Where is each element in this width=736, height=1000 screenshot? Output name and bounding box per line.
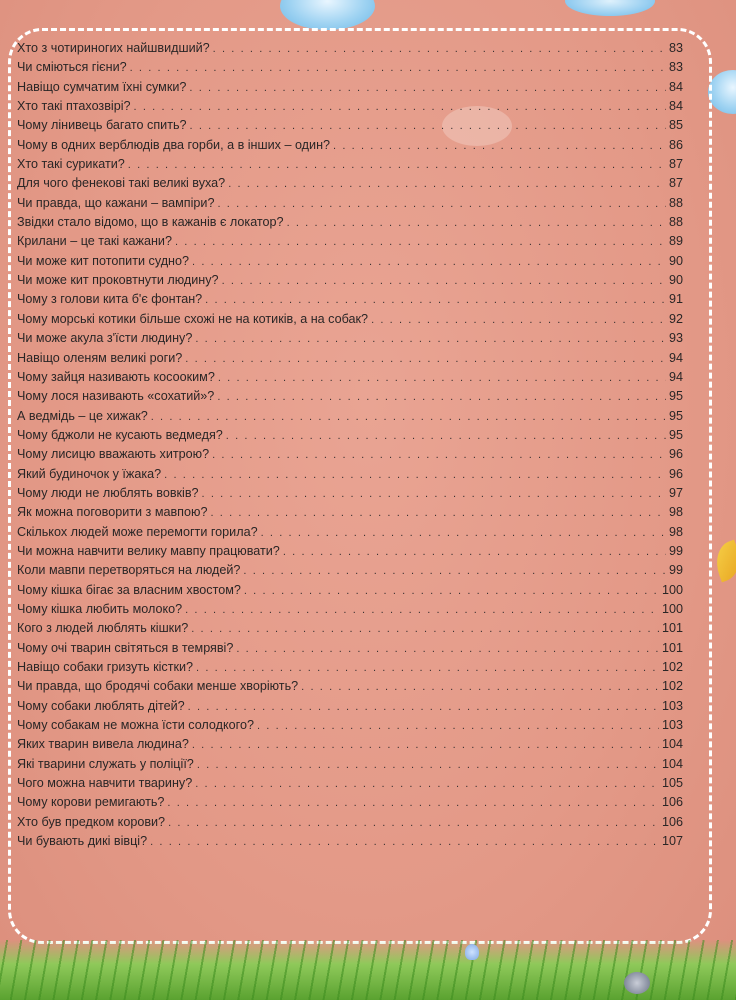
toc-question: Чи правда, що бродячі собаки менше хворіють? [17, 679, 299, 694]
toc-entry[interactable] [17, 290, 683, 309]
toc-page-number: 94 [668, 369, 683, 384]
toc-page-number: 84 [668, 79, 683, 94]
toc-entry[interactable] [17, 329, 683, 348]
toc-page-number: 103 [661, 718, 683, 733]
toc-leader-dots [371, 311, 666, 330]
toc-page-number: 99 [668, 543, 683, 558]
toc-page-number: 93 [668, 331, 683, 346]
toc-leader-dots [217, 195, 666, 214]
toc-page-number: 102 [661, 679, 683, 694]
toc-question: Звідки стало відомо, що в кажанів є локатор? [17, 215, 284, 230]
toc-entry[interactable] [17, 194, 683, 213]
toc-page-number: 95 [668, 408, 683, 423]
toc-leader-dots [185, 350, 666, 369]
toc-question: Чи може кит потопити судно? [17, 253, 190, 268]
toc-entry[interactable] [17, 213, 683, 232]
toc-entry[interactable] [17, 407, 683, 426]
toc-question: Чи сміються гієни? [17, 60, 127, 75]
toc-page-number: 95 [668, 389, 683, 404]
toc-entry[interactable] [17, 116, 683, 135]
toc-leader-dots [226, 427, 666, 446]
toc-leader-dots [333, 137, 666, 156]
toc-question: Які тварини служать у поліції? [17, 756, 194, 771]
toc-question: Чому бджоли не кусають ведмедя? [17, 427, 223, 442]
toc-entry[interactable] [17, 155, 683, 174]
toc-leader-dots [202, 485, 666, 504]
toc-question: А ведмідь – це хижак? [17, 408, 148, 423]
bug-decoration [624, 972, 650, 994]
toc-page-number: 87 [668, 157, 683, 172]
toc-question: Чи можна навчити велику мавпу працювати? [17, 543, 280, 558]
toc-page-number: 90 [668, 273, 683, 288]
toc-question: Чому зайця називають косооким? [17, 369, 215, 384]
toc-entry[interactable] [17, 271, 683, 290]
toc-entry[interactable] [17, 793, 683, 812]
toc-leader-dots [188, 698, 659, 717]
toc-entry[interactable] [17, 813, 683, 832]
toc-entry[interactable] [17, 561, 683, 580]
toc-question: Чому люди не люблять вовків? [17, 485, 199, 500]
toc-question: Хто такі сурикати? [17, 157, 125, 172]
toc-entry[interactable] [17, 735, 683, 754]
toc-leader-dots [196, 659, 659, 678]
toc-question: Чому кішка бігає за власним хвостом? [17, 582, 241, 597]
toc-page-number: 104 [661, 756, 683, 771]
toc-leader-dots [261, 524, 666, 543]
toc-entry[interactable] [17, 174, 683, 193]
toc-page-number: 103 [661, 698, 683, 713]
toc-entry[interactable] [17, 716, 683, 735]
toc-question: Чому лисицю вважають хитрою? [17, 447, 210, 462]
toc-leader-dots [228, 175, 666, 194]
toc-entry[interactable] [17, 697, 683, 716]
toc-leader-dots [213, 40, 666, 59]
toc-entry[interactable] [17, 600, 683, 619]
toc-question: Крилани – це такі кажани? [17, 234, 172, 249]
toc-page-number: 102 [661, 660, 683, 674]
table-of-contents [17, 39, 683, 851]
toc-leader-dots [210, 504, 666, 523]
toc-question: Хто з чотириногих найшвидший? [17, 41, 210, 55]
toc-question: Навіщо оленям великі роги? [17, 350, 183, 365]
toc-question: Чому корови ремигають? [17, 795, 165, 810]
toc-entry[interactable] [17, 232, 683, 251]
toc-leader-dots [168, 814, 659, 833]
toc-entry[interactable] [17, 523, 683, 542]
toc-question: Хто був предком корови? [17, 814, 166, 829]
toc-question: Чи правда, що кажани – вампіри? [17, 195, 215, 210]
toc-entry[interactable] [17, 542, 683, 561]
toc-leader-dots [191, 620, 659, 639]
toc-entry[interactable] [17, 58, 683, 77]
toc-question: Для чого фенекові такі великі вуха? [17, 176, 226, 191]
toc-question: Чому лося називають «сохатий»? [17, 389, 215, 404]
toc-question: Навіщо сумчатим їхні сумки? [17, 79, 187, 94]
toc-entry[interactable] [17, 581, 683, 600]
toc-page-number: 98 [668, 505, 683, 520]
toc-page-number: 101 [661, 640, 683, 655]
toc-page-number: 89 [668, 234, 683, 249]
toc-page-number: 105 [661, 776, 683, 791]
toc-question: Навіщо собаки гризуть кістки? [17, 660, 194, 674]
toc-entry[interactable] [17, 97, 683, 116]
toc-page-number: 85 [668, 118, 683, 133]
toc-entry[interactable] [17, 387, 683, 406]
toc-entry[interactable] [17, 619, 683, 638]
toc-page-number: 87 [668, 176, 683, 191]
toc-page-number: 83 [668, 41, 683, 55]
toc-entry[interactable] [17, 426, 683, 445]
toc-page-number: 83 [668, 60, 683, 75]
toc-page-number: 88 [668, 195, 683, 210]
toc-entry[interactable] [17, 310, 683, 329]
toc-page-number: 106 [661, 814, 683, 829]
toc-page-number: 106 [661, 795, 683, 810]
toc-page-number: 107 [661, 834, 683, 849]
toc-entry[interactable] [17, 252, 683, 271]
toc-page-number: 99 [668, 563, 683, 578]
toc-question: Чи бувають дикі вівці? [17, 834, 148, 849]
toc-leader-dots [195, 330, 666, 349]
toc-leader-dots [192, 253, 666, 272]
toc-entry[interactable] [17, 658, 683, 677]
toc-leader-dots [301, 678, 659, 697]
toc-entry[interactable] [17, 445, 683, 464]
toc-entry[interactable] [17, 368, 683, 387]
toc-page-number: 92 [668, 311, 683, 326]
toc-question: Який будиночок у їжака? [17, 466, 162, 481]
toc-leader-dots [189, 79, 666, 98]
toc-question: Хто такі птахозвірі? [17, 99, 131, 114]
toc-page-number: 88 [668, 215, 683, 230]
toc-leader-dots [217, 388, 666, 407]
toc-entry[interactable] [17, 774, 683, 793]
toc-question: Чому з голови кита б'є фонтан? [17, 292, 203, 307]
toc-page-number: 90 [668, 253, 683, 268]
toc-entry[interactable] [17, 677, 683, 696]
toc-leader-dots [283, 543, 666, 562]
grass-decoration [0, 940, 736, 1000]
toc-leader-dots [236, 640, 659, 659]
toc-question: Яких тварин вивела людина? [17, 737, 189, 752]
toc-leader-dots [212, 446, 666, 465]
toc-page-number: 95 [668, 427, 683, 442]
toc-entry[interactable] [17, 39, 683, 58]
toc-question: Чи може акула з'їсти людину? [17, 331, 193, 346]
toc-question: Чому собакам не можна їсти солодкого? [17, 718, 254, 733]
toc-leader-dots [205, 291, 666, 310]
toc-leader-dots [222, 272, 666, 291]
toc-entry[interactable] [17, 755, 683, 774]
toc-leader-dots [195, 775, 659, 794]
toc-leader-dots [287, 214, 666, 233]
toc-leader-dots [175, 233, 666, 252]
toc-question: Коли мавпи перетворяться на людей? [17, 563, 241, 578]
toc-leader-dots [190, 117, 666, 136]
toc-question: Чому в одних верблюдів два горби, а в інших – один? [17, 137, 331, 152]
toc-question: Кого з людей люблять кішки? [17, 621, 189, 636]
toc-leader-dots [218, 369, 666, 388]
toc-page-number: 100 [661, 601, 683, 616]
toc-entry[interactable] [17, 832, 683, 851]
toc-question: Чому морські котики більше схожі не на котиків, а на собак? [17, 311, 369, 326]
toc-page-number: 98 [668, 524, 683, 539]
toc-page-number: 100 [661, 582, 683, 597]
toc-leader-dots [197, 756, 659, 775]
toc-question: Чому очі тварин світяться в темряві? [17, 640, 234, 655]
toc-entry[interactable] [17, 78, 683, 97]
toc-page-number: 96 [668, 447, 683, 462]
toc-page-number: 84 [668, 99, 683, 114]
toc-question: Чому лінивець багато спить? [17, 118, 187, 133]
toc-entry[interactable] [17, 349, 683, 368]
toc-page-number: 91 [668, 292, 683, 307]
toc-leader-dots [257, 717, 659, 736]
toc-question: Скількох людей може перемогти горила? [17, 524, 258, 539]
toc-leader-dots [167, 794, 659, 813]
toc-leader-dots [151, 408, 666, 427]
toc-leader-dots [134, 98, 666, 117]
toc-page-number: 94 [668, 350, 683, 365]
toc-page-number: 97 [668, 485, 683, 500]
toc-leader-dots [150, 833, 659, 852]
toc-leader-dots [130, 59, 666, 78]
toc-leader-dots [185, 601, 659, 620]
toc-entry[interactable] [17, 639, 683, 658]
toc-leader-dots [243, 562, 666, 581]
toc-leader-dots [164, 466, 666, 485]
toc-question: Як можна поговорити з мавпою? [17, 505, 208, 520]
toc-leader-dots [128, 156, 666, 175]
toc-question: Чого можна навчити тварину? [17, 776, 193, 791]
toc-page-number: 86 [668, 137, 683, 152]
toc-entry[interactable] [17, 484, 683, 503]
toc-leader-dots [192, 736, 659, 755]
toc-question: Чи може кит проковтнути людину? [17, 273, 219, 288]
toc-leader-dots [244, 582, 659, 601]
toc-entry[interactable] [17, 465, 683, 484]
toc-entry[interactable] [17, 503, 683, 522]
toc-question: Чому кішка любить молоко? [17, 601, 183, 616]
toc-page-number: 104 [661, 737, 683, 752]
toc-entry[interactable] [17, 136, 683, 155]
butterfly-decoration [465, 944, 479, 960]
toc-page-number: 101 [661, 621, 683, 636]
toc-page-number: 96 [668, 466, 683, 481]
toc-question: Чому собаки люблять дітей? [17, 698, 185, 713]
